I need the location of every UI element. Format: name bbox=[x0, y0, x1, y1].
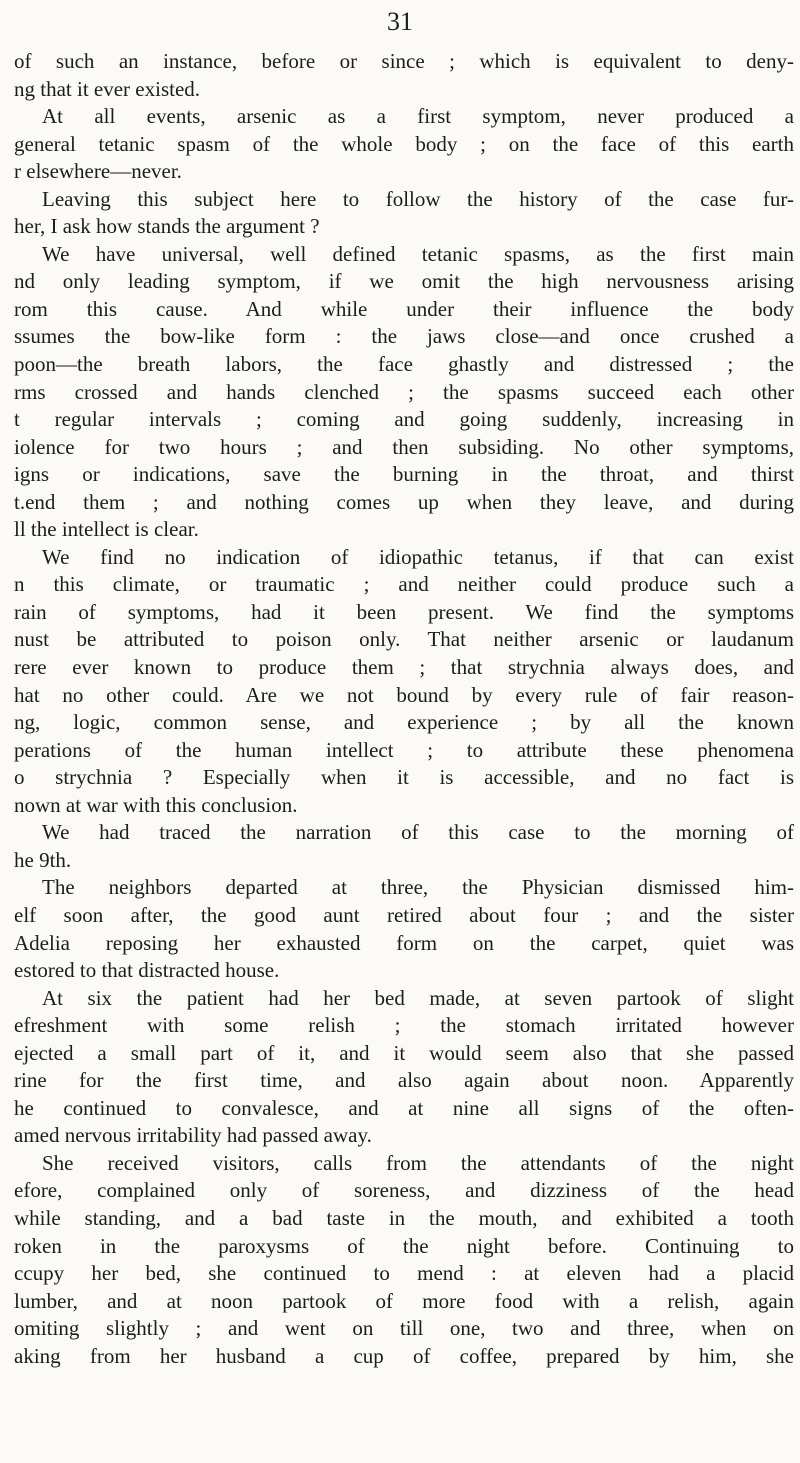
text-line: t.end them ; and nothing comes up when they leave, and during bbox=[14, 489, 794, 514]
text-line: roken in the paroxysms of the night before. Continuing to bbox=[14, 1233, 794, 1258]
body-text bbox=[14, 48, 794, 1370]
text-line: estored to that distracted house. bbox=[14, 958, 280, 983]
text-line: nown at war with this conclusion. bbox=[14, 792, 298, 817]
text-line: hat no other could. Are we not bound by every rule of fair reason- bbox=[14, 682, 794, 707]
text-line: efreshment with some relish ; the stomach irritated however bbox=[14, 1013, 794, 1038]
text-line: At six the patient had her bed made, at seven partook of slight bbox=[42, 985, 794, 1010]
text-line: We had traced the narration of this case to the morning of bbox=[42, 820, 794, 845]
text-line: elf soon after, the good aunt retired about four ; and the sister bbox=[14, 902, 794, 927]
text-line: ccupy her bed, she continued to mend : at eleven had a placid bbox=[14, 1261, 794, 1286]
text-line: while standing, and a bad taste in the mouth, and exhibited a tooth bbox=[14, 1205, 794, 1230]
text-line: general tetanic spasm of the whole body ; on the face of this earth bbox=[14, 131, 794, 156]
text-line: igns or indications, save the burning in the throat, and thirst bbox=[14, 462, 794, 487]
text-line: her, I ask how stands the argument ? bbox=[14, 214, 320, 239]
text-line: amed nervous irritability had passed away. bbox=[14, 1123, 372, 1148]
text-line: perations of the human intellect ; to attribute these phenomena bbox=[14, 737, 794, 762]
text-line: o strychnia ? Especially when it is accessible, and no fact is bbox=[14, 765, 794, 790]
text-line: ejected a small part of it, and it would seem also that she passed bbox=[14, 1040, 794, 1065]
text-line: nust be attributed to poison only. That neither arsenic or laudanum bbox=[14, 627, 794, 652]
text-line: poon—the breath labors, the face ghastly and distressed ; the bbox=[14, 352, 794, 377]
text-line: Adelia reposing her exhausted form on the carpet, quiet was bbox=[14, 930, 794, 955]
text-line: n this climate, or traumatic ; and neither could produce such a bbox=[14, 572, 794, 597]
text-line: omiting slightly ; and went on till one, two and three, when on bbox=[14, 1316, 794, 1341]
text-line: We find no indication of idiopathic tetanus, if that can exist bbox=[42, 544, 794, 569]
text-line: he 9th. bbox=[14, 847, 72, 872]
text-line: he continued to convalesce, and at nine all signs of the often- bbox=[14, 1095, 794, 1120]
text-line: nd only leading symptom, if we omit the high nervousness arising bbox=[14, 269, 794, 294]
text-line: ll the intellect is clear. bbox=[14, 517, 199, 542]
text-line: rms crossed and hands clenched ; the spasms succeed each other bbox=[14, 379, 794, 404]
page-number: 31 bbox=[387, 7, 413, 36]
text-line: lumber, and at noon partook of more food with a relish, again bbox=[14, 1288, 794, 1313]
text-line: efore, complained only of soreness, and dizziness of the head bbox=[14, 1178, 794, 1203]
text-line: of such an instance, before or since ; which is equivalent to deny- bbox=[14, 49, 794, 73]
text-line: rain of symptoms, had it been present. We find the symptoms bbox=[14, 599, 794, 624]
text-line: r elsewhere—never. bbox=[14, 159, 182, 184]
text-line: ssumes the bow-like form : the jaws close—and once crushed a bbox=[14, 324, 794, 349]
text-line: rom this cause. And while under their influence the body bbox=[14, 296, 794, 321]
text-line: ng that it ever existed. bbox=[14, 76, 201, 101]
text-line: rere ever known to produce them ; that strychnia always does, and bbox=[14, 655, 794, 680]
text-line: iolence for two hours ; and then subsiding. No other symptoms, bbox=[14, 434, 794, 459]
text-line: rine for the first time, and also again about noon. Apparently bbox=[14, 1068, 794, 1093]
text-line: She received visitors, calls from the attendants of the night bbox=[42, 1150, 794, 1175]
text-line: At all events, arsenic as a first symptom, never produced a bbox=[42, 104, 794, 129]
text-line: We have universal, well defined tetanic spasms, as the first main bbox=[42, 241, 794, 266]
text-line: Leaving this subject here to follow the history of the case fur- bbox=[42, 186, 794, 211]
text-line: The neighbors departed at three, the Physician dismissed him- bbox=[42, 875, 794, 900]
text-line: aking from her husband a cup of coffee, prepared by him, she bbox=[14, 1343, 794, 1368]
text-line: ng, logic, common sense, and experience ; by all the known bbox=[14, 710, 794, 735]
text-line: t regular intervals ; coming and going suddenly, increasing in bbox=[14, 407, 794, 432]
